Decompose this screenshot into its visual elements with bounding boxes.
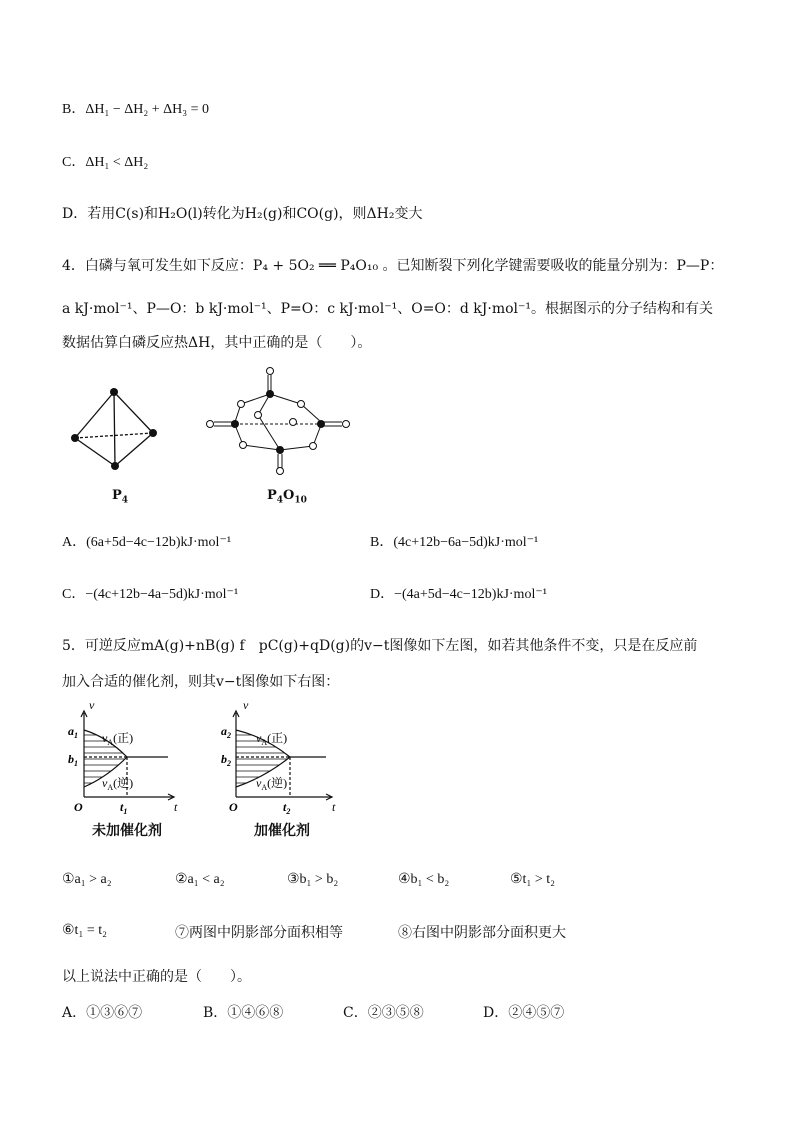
left-vt-graph [62, 698, 187, 816]
q3-option-c: C．ΔH₁ < ΔH₂ [62, 155, 149, 170]
t2-label: $t_2$ [283, 800, 291, 816]
left-graph-caption: 未加催化剂 [92, 823, 162, 839]
o-atom [255, 412, 262, 419]
a1-label: $a_1$ [68, 724, 78, 740]
statement-3: ③b₁ > b₂ [287, 872, 339, 887]
q4-option-b: B．(4c+12b−6a−5d)kJ·mol⁻¹ [370, 535, 539, 550]
forward-rate-label: $v_A$(正) [102, 731, 134, 747]
statement-4: ④b₁ < b₂ [398, 872, 450, 887]
q5-option-d: D．②④⑤⑦ [483, 1005, 565, 1021]
right-vt-graph [220, 698, 345, 816]
o-atom [290, 419, 297, 426]
forward-rate-label: $v_A$(正) [256, 731, 288, 747]
statement-7: ⑦两图中阴影部分面积相等 [175, 925, 343, 941]
q5-option-c: C．②③⑤⑧ [343, 1005, 424, 1021]
p-atom [111, 462, 119, 470]
o-atom [343, 421, 350, 428]
reverse-rate-label: $v_A$(逆) [256, 776, 288, 792]
p4o10-structure-figure [198, 362, 363, 480]
b1-label: $b_1$ [68, 752, 78, 768]
p4o10-label: $P_4O_{10}$ [267, 488, 307, 506]
q5-stem-line1: 5．可逆反应mA(g)+nB(g) f pC(g)+qD(g)的v−t图像如下左图，如若其他条件不变，只是在反应前 [62, 638, 698, 654]
p4-label: $P_4$ [112, 488, 129, 506]
q5-option-b: B．①④⑥⑧ [203, 1005, 284, 1021]
q4-stem-line2: a kJ·mol⁻¹、P—O：b kJ·mol⁻¹、P=O：c kJ·mol⁻¹、O=O：d kJ·mol⁻¹。根据图示的分子结构和有关 [62, 301, 714, 317]
o-atom [298, 401, 305, 408]
t1-label: $t_1$ [120, 800, 128, 816]
statement-1: ①a₁ > a₂ [62, 872, 112, 887]
t-axis-label: t [174, 800, 178, 814]
q5-option-a: A．①③⑥⑦ [62, 1005, 143, 1021]
right-graph-caption: 加催化剂 [254, 823, 310, 839]
q4-stem-line1: 4．白磷与氧可发生如下反应：P₄ + 5O₂ ══ P₄O₁₀ 。已知断裂下列化学键需要吸收的能量分别为：P—P： [62, 258, 724, 274]
q4-option-a: A．(6a+5d−4c−12b)kJ·mol⁻¹ [62, 535, 232, 550]
p-atom [149, 429, 157, 437]
q3-option-b: B．ΔH₁ − ΔH₂ + ΔH₃ = 0 [62, 102, 210, 117]
statement-8: ⑧右图中阴影部分面积更大 [398, 925, 566, 941]
p-atom [231, 420, 239, 428]
o-atom [207, 421, 214, 428]
a2-label: $a_2$ [221, 724, 231, 740]
statement-5: ⑤t₁ > t₂ [510, 872, 555, 887]
q4-option-d: D．−(4a+5d−4c−12b)kJ·mol⁻¹ [370, 587, 547, 602]
q5-stem-line2: 加入合适的催化剂，则其v−t图像如下右图： [62, 674, 340, 690]
q5-question: 以上说法中正确的是（ ）。 [62, 969, 251, 985]
q4-option-c: C．−(4c+12b−4a−5d)kJ·mol⁻¹ [62, 587, 239, 602]
o-atom [277, 468, 284, 475]
q3-option-d: D．若用C(s)和H₂O(l)转化为H₂(g)和CO(g)，则ΔH₂变大 [62, 206, 423, 222]
p-atom [110, 388, 118, 396]
o-atom [240, 442, 247, 449]
p4-structure-figure [60, 380, 170, 500]
p-atom [276, 446, 284, 454]
o-atom [238, 401, 245, 408]
origin-label: O [229, 800, 238, 814]
p-atom [266, 390, 274, 398]
o-atom [310, 443, 317, 450]
v-axis-label: v [89, 698, 95, 712]
p-atom [317, 420, 325, 428]
v-axis-label: v [243, 698, 249, 712]
o-atom [267, 368, 274, 375]
p-atom [71, 434, 79, 442]
origin-label: O [74, 800, 83, 814]
q4-stem-line3: 数据估算白磷反应热ΔH，其中正确的是（ ）。 [62, 335, 372, 351]
statement-6: ⑥t₁ = t₂ [62, 923, 107, 938]
t-axis-label: t [332, 800, 336, 814]
b2-label: $b_2$ [221, 752, 231, 768]
reverse-rate-label: $v_A$(逆) [102, 776, 134, 792]
statement-2: ②a₁ < a₂ [175, 872, 225, 887]
